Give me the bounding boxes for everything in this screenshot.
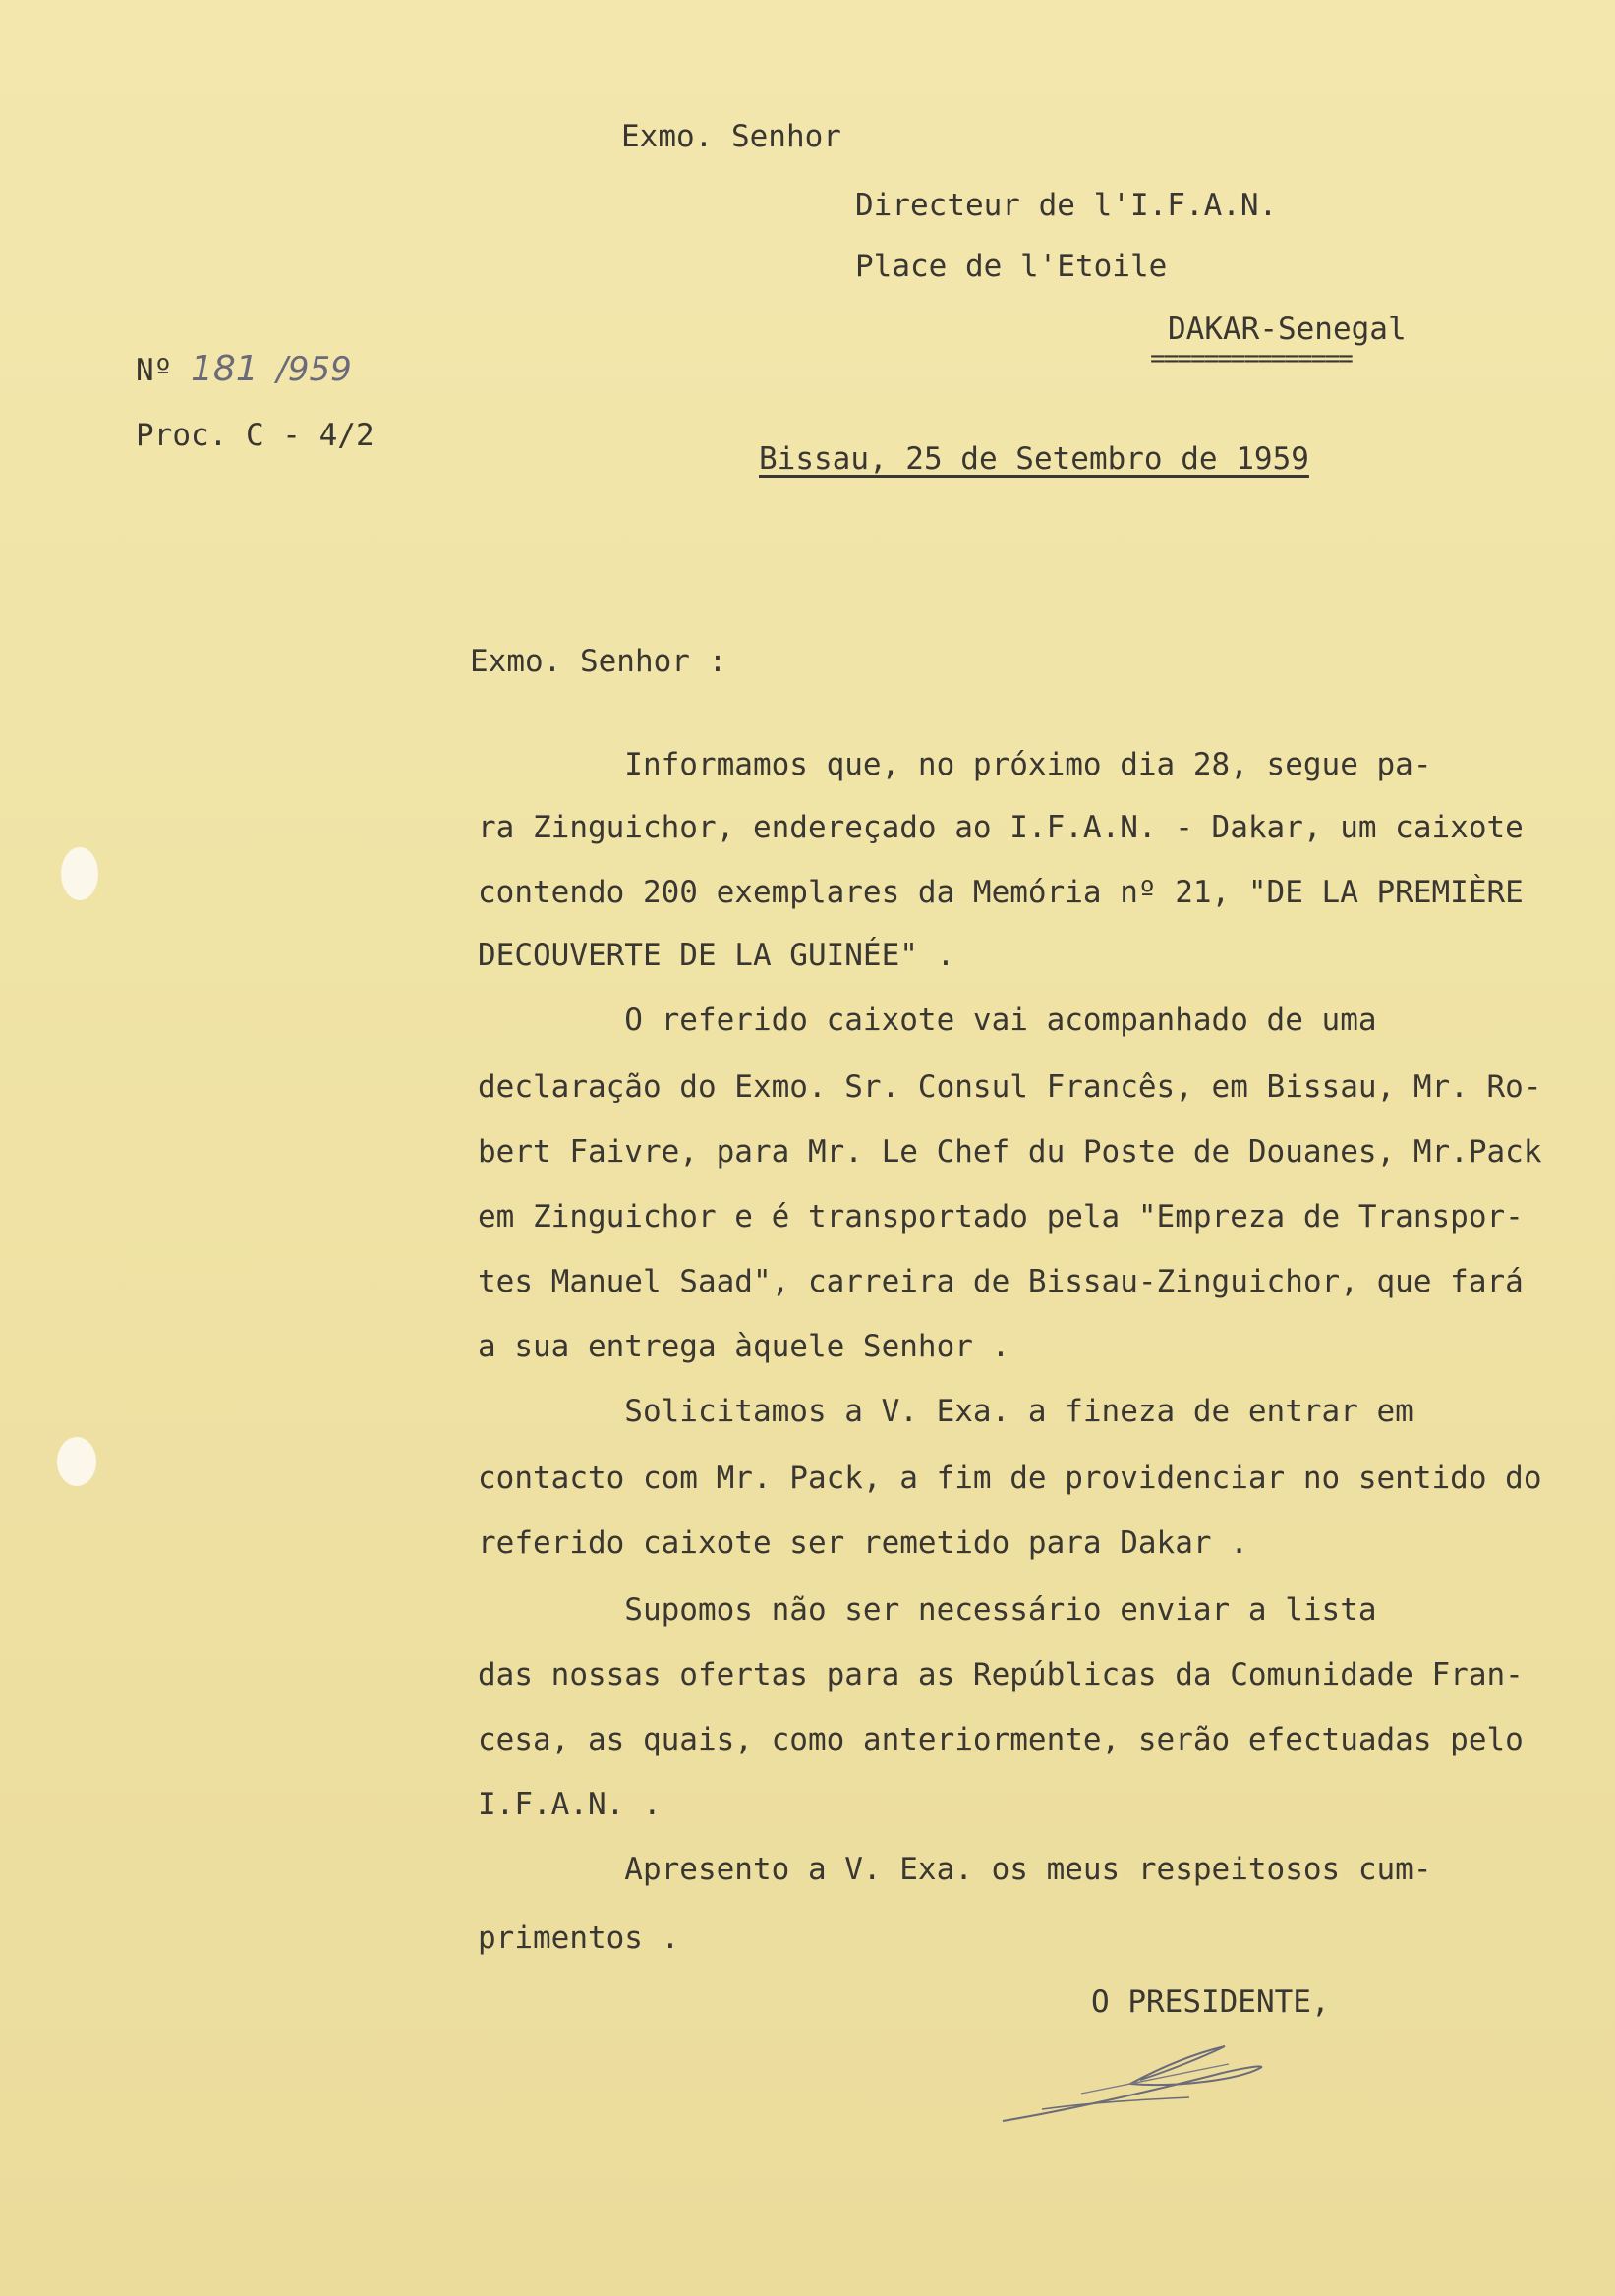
handwritten-number: 181 xyxy=(191,349,259,389)
punch-hole xyxy=(61,847,98,900)
body-line: contendo 200 exemplares da Memória nº 21, "DE LA PREMIÈRE xyxy=(478,875,1524,910)
signature-title: O PRESIDENTE, xyxy=(1091,1984,1330,2020)
body-line: referido caixote ser remetido para Dakar . xyxy=(478,1525,1248,1561)
process-reference: Proc. C - 4/2 xyxy=(136,418,375,453)
body-line: bert Faivre, para Mr. Le Chef du Poste de Douanes, Mr.Pack xyxy=(478,1134,1542,1170)
body-line: declaração do Exmo. Sr. Consul Francês, em Bissau, Mr. Ro- xyxy=(478,1069,1542,1105)
body-line: das nossas ofertas para as Repúblicas da Comunidade Fran- xyxy=(478,1657,1524,1693)
addressee-line-1: Directeur de l'I.F.A.N. xyxy=(855,188,1278,223)
handwritten-signature xyxy=(983,2025,1307,2133)
body-line: ra Zinguichor, endereçado ao I.F.A.N. - Dakar, um caixote xyxy=(478,810,1524,845)
body-line: cesa, as quais, como anteriormente, serão efectuadas pelo xyxy=(478,1722,1524,1757)
reference-number xyxy=(136,349,352,389)
body-line: primentos . xyxy=(478,1921,680,1956)
body-line: DECOUVERTE DE LA GUINÉE" . xyxy=(478,938,955,973)
body-line: a sua entrega àquele Senhor . xyxy=(478,1329,1010,1364)
body-line: Solicitamos a V. Exa. a fineza de entrar em xyxy=(478,1394,1413,1429)
body-line: Supomos não ser necessário enviar a lista xyxy=(478,1592,1377,1628)
number-year: /959 xyxy=(276,350,352,389)
addressee-rule: =============== xyxy=(1150,344,1352,373)
greeting: Exmo. Senhor : xyxy=(470,644,727,679)
body-line: contacto com Mr. Pack, a fim de providenciar no sentido do xyxy=(478,1461,1542,1496)
addressee-line-2: Place de l'Etoile xyxy=(855,249,1168,284)
body-line: I.F.A.N. . xyxy=(478,1787,662,1822)
body-line: Informamos que, no próximo dia 28, segue pa- xyxy=(478,747,1432,782)
addressee-salutation: Exmo. Senhor xyxy=(621,119,841,154)
body-line: tes Manuel Saad", carreira de Bissau-Zinguichor, que fará xyxy=(478,1264,1524,1299)
body-line: em Zinguichor e é transportado pela "Empreza de Transpor- xyxy=(478,1199,1524,1234)
punch-hole xyxy=(57,1437,96,1486)
date-line: Bissau, 25 de Setembro de 1959 xyxy=(759,441,1309,477)
number-prefix: Nº xyxy=(136,353,173,388)
body-line: O referido caixote vai acompanhado de uma xyxy=(478,1003,1377,1038)
body-line: Apresento a V. Exa. os meus respeitosos cum- xyxy=(478,1852,1432,1887)
addressee-line-3: DAKAR-Senegal xyxy=(1168,312,1407,347)
